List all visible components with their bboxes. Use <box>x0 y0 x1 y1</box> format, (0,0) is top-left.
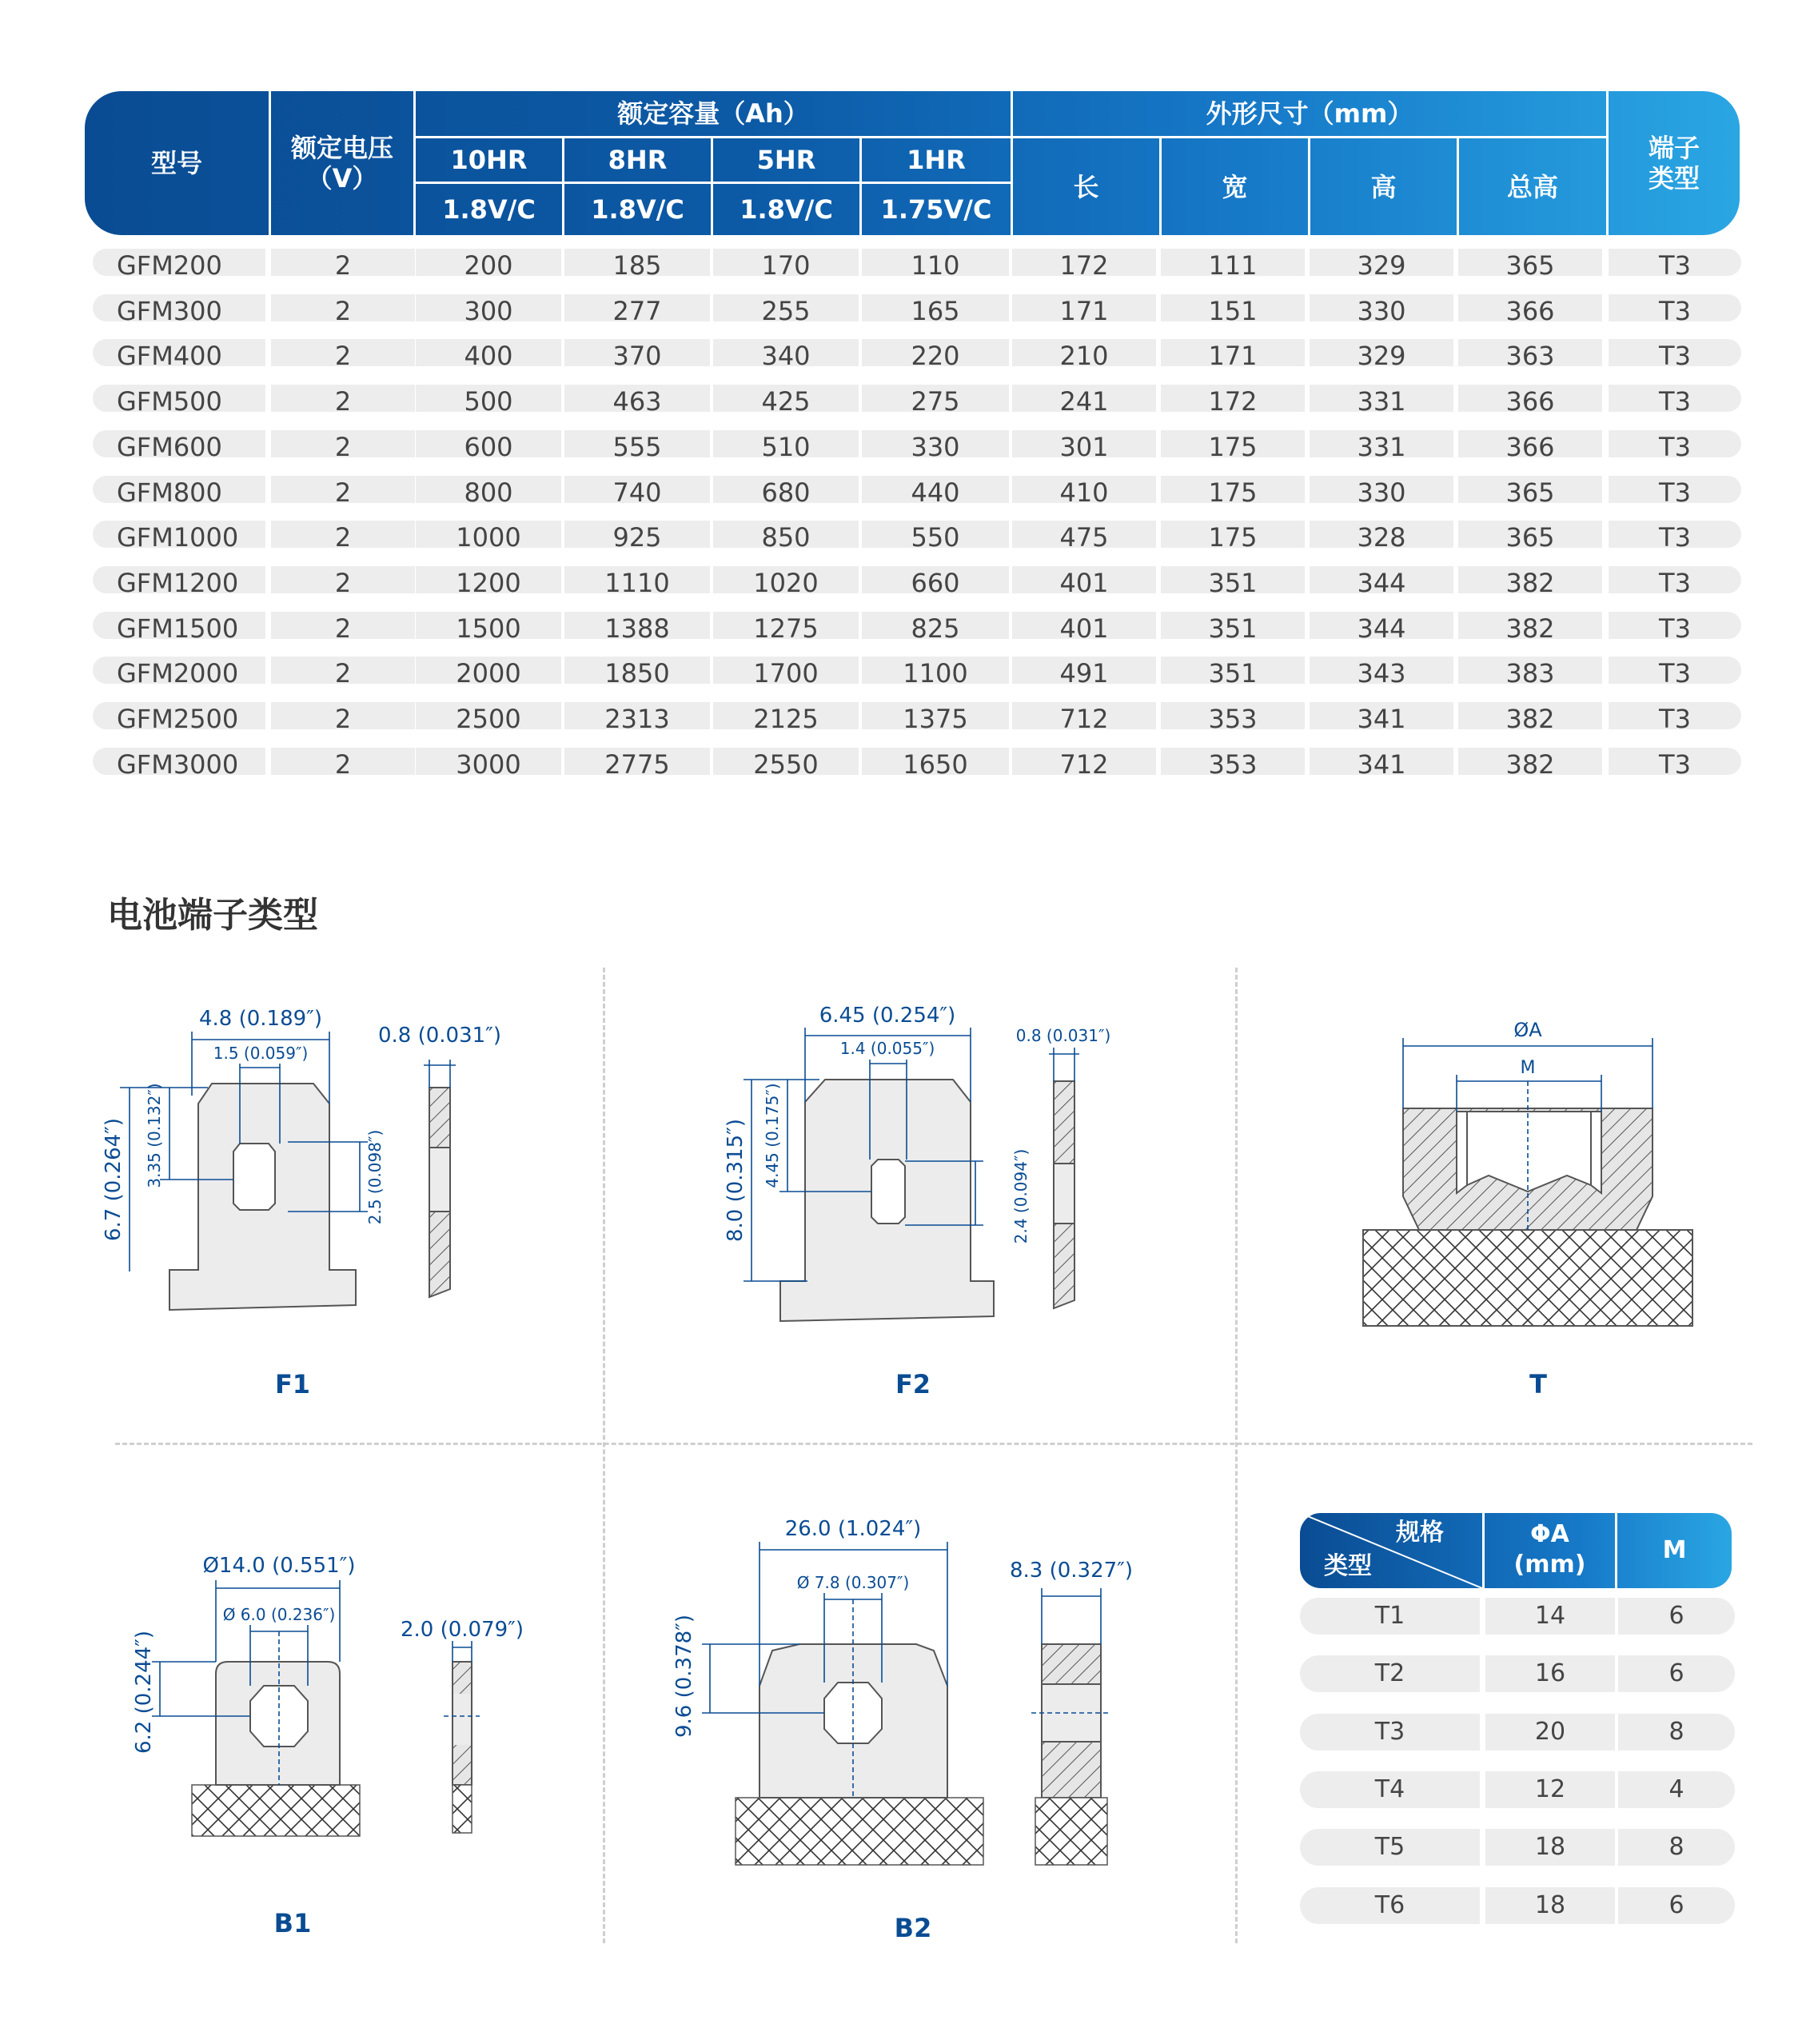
spec-cell: 175 <box>1208 522 1258 553</box>
f1-dim-slot: 1.5 (0.059″) <box>213 1044 309 1063</box>
spec-cell: 2550 <box>753 749 819 780</box>
t-spec-cell: 8 <box>1668 1833 1684 1862</box>
spec-cell: 400 <box>464 341 513 372</box>
spec-cell: 1850 <box>604 658 670 689</box>
b1-label: B1 <box>273 1908 312 1938</box>
model-cell: GFM3000 <box>117 749 239 780</box>
spec-cell: 1200 <box>456 567 521 598</box>
header-terminal: 端子 类型 <box>1648 133 1700 194</box>
spec-cell: 341 <box>1357 749 1406 780</box>
spec-cell: T3 <box>1659 386 1691 417</box>
spec-cell: T3 <box>1659 250 1691 281</box>
spec-cell: 330 <box>1357 477 1406 508</box>
section-title: 电池端子类型 <box>107 895 318 936</box>
spec-cell: 370 <box>612 341 662 372</box>
spec-cell: 2 <box>334 341 352 372</box>
spec-cell: 500 <box>464 386 513 417</box>
spec-cell: 1275 <box>753 613 819 644</box>
b1-drawing <box>132 1554 524 1836</box>
spec-cell: 165 <box>911 295 960 326</box>
t-type-cell: T5 <box>1374 1833 1405 1862</box>
spec-cell: 344 <box>1357 613 1406 644</box>
model-cell: GFM2000 <box>117 658 239 689</box>
f1-dim-hole-height: 2.5 (0.098″) <box>365 1129 385 1225</box>
spec-cell: 175 <box>1208 431 1258 462</box>
header-rate-8hr: 8HR <box>608 145 668 175</box>
f1-dim-thickness: 0.8 (0.031″) <box>377 1024 502 1048</box>
spec-cell: 2313 <box>604 704 670 734</box>
spec-cell: 328 <box>1357 522 1406 553</box>
spec-cell: 331 <box>1357 386 1406 417</box>
header-height: 高 <box>1370 171 1397 202</box>
spec-cell: 2775 <box>604 749 670 780</box>
spec-cell: 740 <box>612 477 662 508</box>
spec-cell: 200 <box>464 250 513 281</box>
spec-cell: 351 <box>1208 613 1258 644</box>
header-rate-5hr: 5HR <box>756 145 816 175</box>
t-header-spec: 规格 <box>1396 1519 1444 1547</box>
spec-cell: 383 <box>1505 658 1555 689</box>
spec-cell: 366 <box>1505 295 1555 326</box>
spec-cell: 344 <box>1357 567 1406 598</box>
t-type-cell: T6 <box>1374 1890 1405 1919</box>
model-cell: GFM200 <box>117 250 222 281</box>
spec-cell: 1110 <box>604 567 670 598</box>
spec-cell: 382 <box>1505 567 1555 598</box>
model-cell: GFM1500 <box>117 613 239 644</box>
spec-cell: 351 <box>1208 567 1258 598</box>
spec-cell: 277 <box>612 295 662 326</box>
t-type-cell: T4 <box>1374 1775 1405 1803</box>
t-spec-cell: 16 <box>1534 1659 1566 1688</box>
model-cell: GFM500 <box>117 386 222 417</box>
spec-cell: 366 <box>1505 386 1555 417</box>
spec-cell: 410 <box>1059 477 1109 508</box>
spec-cell: 925 <box>612 522 662 553</box>
t-label: T <box>1529 1369 1547 1399</box>
spec-cell: 171 <box>1208 341 1258 372</box>
header-cutoff-3: 1.8V/C <box>740 194 833 225</box>
model-cell: GFM300 <box>117 295 222 326</box>
spec-cell: T3 <box>1659 704 1691 734</box>
header-cutoff-4: 1.75V/C <box>880 194 992 225</box>
spec-cell: T3 <box>1659 658 1691 689</box>
header-capacity: 额定容量（Ah） <box>617 98 809 129</box>
spec-cell: 363 <box>1505 341 1555 372</box>
f1-drawing <box>102 1007 501 1310</box>
spec-cell: T3 <box>1659 295 1691 326</box>
spec-cell: 1100 <box>903 658 968 689</box>
spec-cell: 171 <box>1059 295 1109 326</box>
spec-cell: 550 <box>911 522 960 553</box>
model-cell: GFM1200 <box>117 567 239 598</box>
t-dim-outer: ØA <box>1513 1019 1542 1041</box>
spec-cell: 800 <box>464 477 513 508</box>
spec-cell: T3 <box>1659 522 1691 553</box>
spec-cell: 340 <box>761 341 811 372</box>
b1-dim-height: 6.2 (0.244″) <box>132 1630 156 1755</box>
f2-dim-height: 8.0 (0.315″) <box>724 1118 748 1243</box>
model-cell: GFM800 <box>117 477 222 508</box>
header-dimensions: 外形尺寸（mm） <box>1206 98 1413 129</box>
spec-cell: 241 <box>1059 386 1109 417</box>
header-cutoff-1: 1.8V/C <box>442 194 536 225</box>
t-spec-cell: 18 <box>1534 1890 1566 1919</box>
t-spec-cell: 20 <box>1534 1717 1566 1746</box>
b2-dim-thickness: 8.3 (0.327″) <box>1009 1559 1134 1583</box>
t-header-type: 类型 <box>1324 1552 1372 1580</box>
t-spec-cell: 4 <box>1668 1775 1684 1803</box>
spec-cell: 110 <box>911 250 960 281</box>
model-cell: GFM600 <box>117 431 222 462</box>
b1-dim-thickness: 2.0 (0.079″) <box>400 1618 524 1642</box>
t-header-m: M <box>1662 1536 1687 1564</box>
spec-cell: 850 <box>761 522 811 553</box>
spec-cell: T3 <box>1659 567 1691 598</box>
f2-drawing <box>724 1004 1110 1321</box>
spec-cell: 365 <box>1505 250 1555 281</box>
spec-cell: 680 <box>761 477 811 508</box>
b2-dim-height: 9.6 (0.378″) <box>672 1614 696 1739</box>
header-width: 宽 <box>1222 171 1248 202</box>
t-spec-header <box>1300 1513 1732 1588</box>
spec-cell: 2000 <box>456 658 521 689</box>
spec-cell: 1000 <box>456 522 521 553</box>
spec-cell: 331 <box>1357 431 1406 462</box>
spec-cell: 111 <box>1208 250 1258 281</box>
t-spec-cell: 8 <box>1668 1717 1684 1746</box>
spec-cell: T3 <box>1659 477 1691 508</box>
t-spec-cell: 6 <box>1668 1602 1684 1630</box>
spec-cell: 366 <box>1505 431 1555 462</box>
t-spec-cell: 12 <box>1534 1775 1566 1803</box>
spec-cell: 341 <box>1357 704 1406 734</box>
spec-cell: T3 <box>1659 431 1691 462</box>
spec-cell: T3 <box>1659 749 1691 780</box>
header-voltage: 额定电压 （V） <box>290 133 393 194</box>
model-cell: GFM400 <box>117 341 222 372</box>
spec-cell: 401 <box>1059 613 1109 644</box>
spec-cell: 172 <box>1208 386 1258 417</box>
t-type-cell: T3 <box>1374 1717 1405 1746</box>
spec-cell: 275 <box>911 386 960 417</box>
b2-drawing <box>672 1517 1133 1865</box>
spec-cell: 1650 <box>903 749 968 780</box>
spec-cell: 2 <box>334 477 352 508</box>
spec-cell: 2500 <box>456 704 521 734</box>
f2-dim-hole-height: 2.4 (0.094″) <box>1011 1148 1031 1244</box>
spec-cell: 382 <box>1505 704 1555 734</box>
spec-cell: 401 <box>1059 567 1109 598</box>
spec-cell: 1020 <box>753 567 819 598</box>
spec-cell: T3 <box>1659 341 1691 372</box>
spec-cell: 2 <box>334 658 352 689</box>
spec-cell: 2 <box>334 704 352 734</box>
spec-cell: 330 <box>911 431 960 462</box>
spec-cell: 1700 <box>753 658 819 689</box>
t-type-cell: T1 <box>1374 1602 1405 1630</box>
spec-cell: 353 <box>1208 749 1258 780</box>
spec-cell: 300 <box>464 295 513 326</box>
t-dim-thread: M <box>1520 1058 1536 1078</box>
spec-cell: 151 <box>1208 295 1258 326</box>
f2-dim-thickness: 0.8 (0.031″) <box>1015 1026 1111 1045</box>
spec-cell: 329 <box>1357 341 1406 372</box>
t-spec-cell: 6 <box>1668 1659 1684 1688</box>
spec-cell: 175 <box>1208 477 1258 508</box>
f2-label: F2 <box>895 1369 931 1399</box>
header-cutoff-2: 1.8V/C <box>591 194 684 225</box>
spec-cell: 475 <box>1059 522 1109 553</box>
model-cell: GFM2500 <box>117 704 239 734</box>
spec-cell: 1500 <box>456 613 521 644</box>
f1-dim-height: 6.7 (0.264″) <box>102 1117 126 1242</box>
spec-cell: T3 <box>1659 613 1691 644</box>
spec-cell: 491 <box>1059 658 1109 689</box>
t-spec-cell: 6 <box>1668 1890 1684 1919</box>
spec-cell: 365 <box>1505 522 1555 553</box>
spec-cell: 825 <box>911 613 960 644</box>
spec-cell: 329 <box>1357 250 1406 281</box>
spec-cell: 382 <box>1505 613 1555 644</box>
f1-dim-hole-pos: 3.35 (0.132″) <box>145 1083 164 1188</box>
header-length: 长 <box>1073 171 1099 202</box>
spec-cell: 3000 <box>456 749 521 780</box>
spec-cell: 351 <box>1208 658 1258 689</box>
spec-cell: 712 <box>1059 749 1109 780</box>
f2-dim-width: 6.45 (0.254″) <box>819 1004 956 1028</box>
spec-cell: 185 <box>612 250 662 281</box>
b2-dim-width: 26.0 (1.024″) <box>784 1517 922 1541</box>
t-drawing <box>1363 1019 1692 1326</box>
spec-cell: 660 <box>911 567 960 598</box>
spec-cell: 220 <box>911 341 960 372</box>
spec-cell: 712 <box>1059 704 1109 734</box>
spec-cell: 510 <box>761 431 811 462</box>
header-rate-10hr: 10HR <box>450 145 528 175</box>
spec-cell: 425 <box>761 386 811 417</box>
b2-dim-hole: Ø 7.8 (0.307″) <box>796 1573 910 1592</box>
header-rate-1hr: 1HR <box>907 145 966 175</box>
spec-cell: 2 <box>334 431 352 462</box>
spec-cell: 2 <box>334 295 352 326</box>
spec-cell: 365 <box>1505 477 1555 508</box>
header-model: 型号 <box>150 148 202 178</box>
t-spec-cell: 14 <box>1534 1602 1566 1630</box>
spec-cell: 2 <box>334 749 352 780</box>
spec-cell: 353 <box>1208 704 1258 734</box>
f2-dim-hole-pos: 4.45 (0.175″) <box>763 1083 782 1188</box>
f1-dim-width: 4.8 (0.189″) <box>198 1007 323 1031</box>
t-header-phia: ΦA (mm) <box>1513 1520 1586 1579</box>
b1-dim-hole: Ø 6.0 (0.236″) <box>222 1605 336 1624</box>
spec-cell: 172 <box>1059 250 1109 281</box>
spec-cell: 343 <box>1357 658 1406 689</box>
header-total-height: 总高 <box>1506 171 1558 202</box>
spec-cell: 555 <box>612 431 662 462</box>
spec-cell: 2 <box>334 613 352 644</box>
b1-dim-outer: Ø14.0 (0.551″) <box>202 1554 356 1578</box>
spec-cell: 2 <box>334 567 352 598</box>
spec-cell: 210 <box>1059 341 1109 372</box>
model-cell: GFM1000 <box>117 522 239 553</box>
spec-cell: 2 <box>334 250 352 281</box>
spec-cell: 463 <box>612 386 662 417</box>
spec-cell: 382 <box>1505 749 1555 780</box>
t-spec-cell: 18 <box>1534 1833 1566 1862</box>
spec-cell: 255 <box>761 295 811 326</box>
spec-cell: 2 <box>334 522 352 553</box>
spec-cell: 1375 <box>903 704 968 734</box>
f1-label: F1 <box>274 1369 311 1399</box>
spec-cell: 330 <box>1357 295 1406 326</box>
spec-cell: 170 <box>761 250 811 281</box>
spec-cell: 301 <box>1059 431 1109 462</box>
spec-cell: 2 <box>334 386 352 417</box>
b2-label: B2 <box>894 1913 932 1943</box>
spec-cell: 440 <box>911 477 960 508</box>
spec-cell: 2125 <box>753 704 819 734</box>
spec-cell: 1388 <box>604 613 670 644</box>
f2-dim-slot: 1.4 (0.055″) <box>839 1039 935 1058</box>
t-type-cell: T2 <box>1374 1659 1405 1688</box>
spec-cell: 600 <box>464 431 513 462</box>
